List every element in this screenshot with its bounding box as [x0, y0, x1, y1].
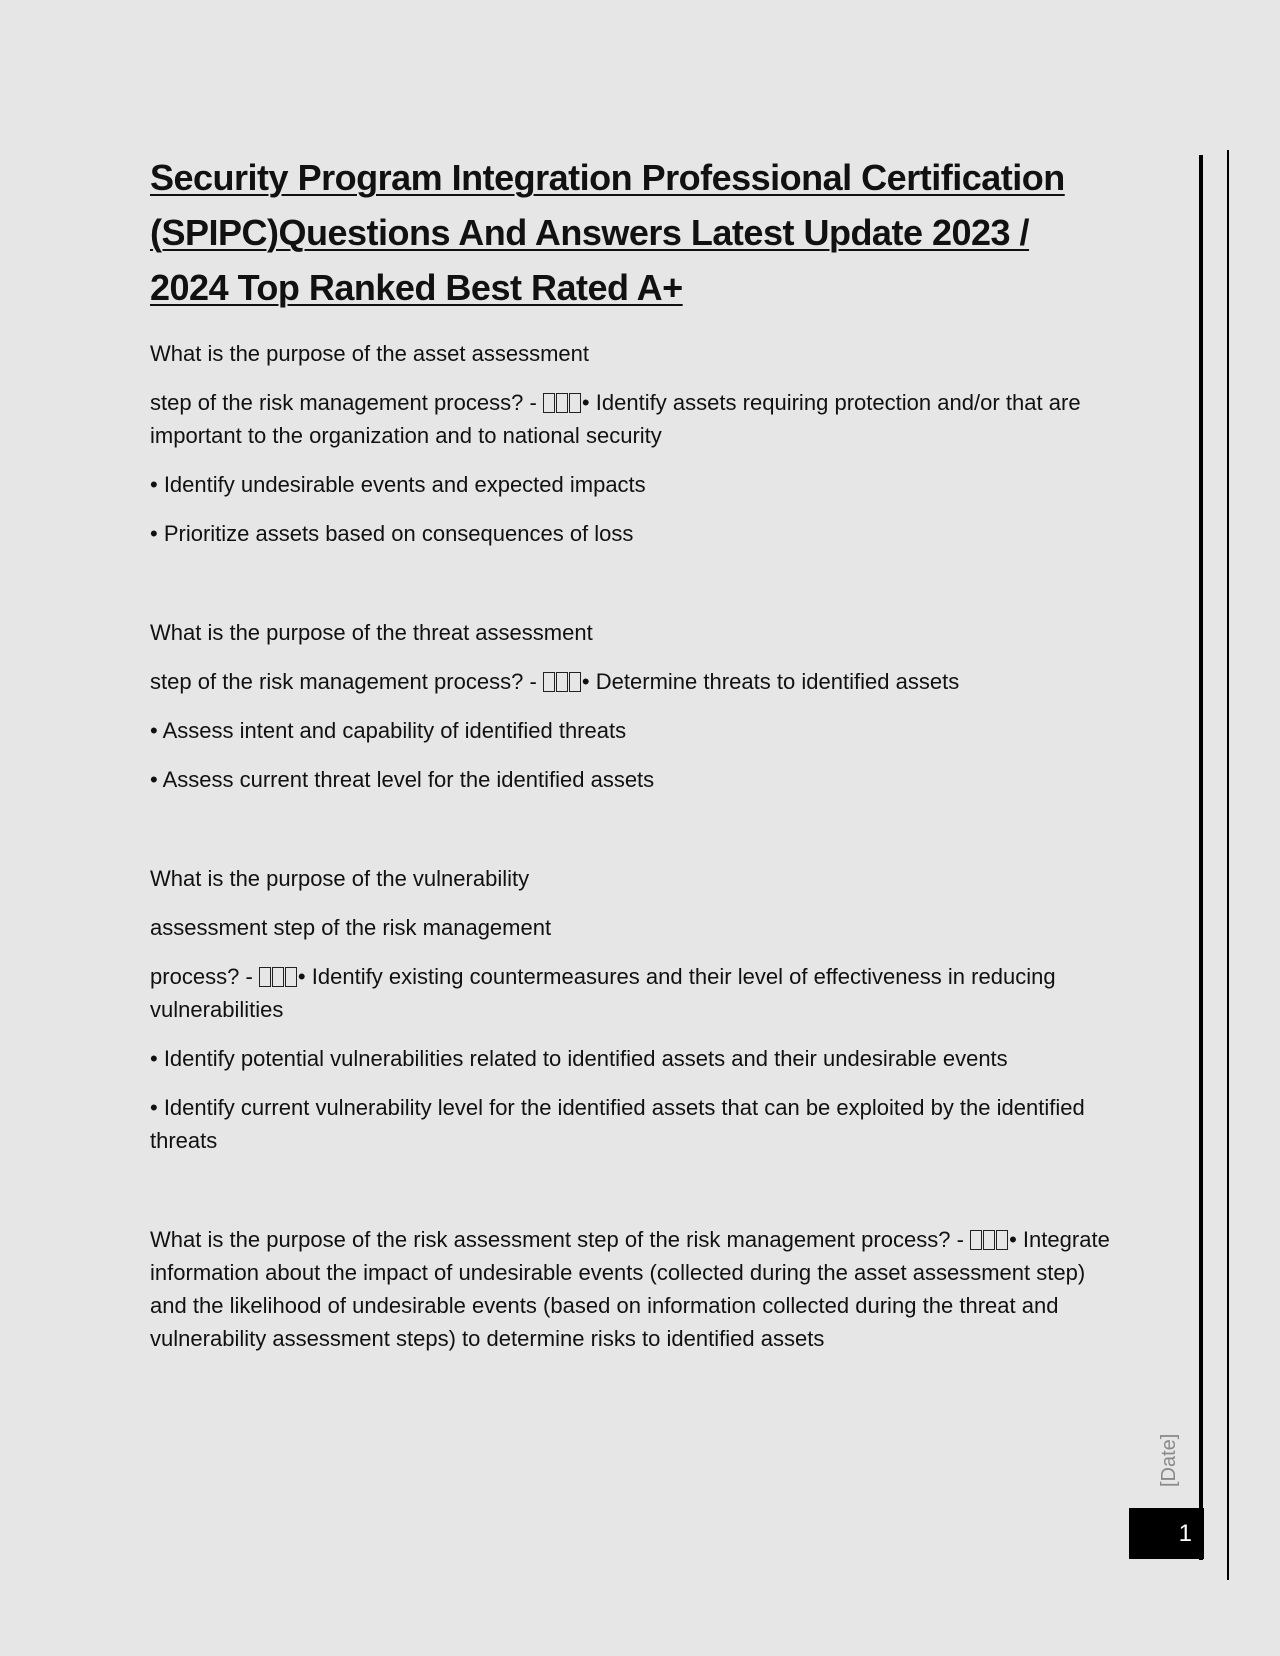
missing-glyph-icon: [543, 672, 555, 692]
title-line: Security Program Integration Professional Certification: [150, 157, 1065, 198]
section-spacer: [150, 812, 1110, 862]
missing-glyph-icon: [996, 1230, 1008, 1250]
sidebar-rule-inner: [1199, 155, 1203, 1560]
missing-glyph-icon: [259, 967, 271, 987]
answer-bullet: • Identify current vulnerability level for the identified assets that can be exploited by the identified threats: [150, 1095, 1085, 1153]
page-number: 1: [1129, 1508, 1204, 1559]
missing-glyph-icon: [970, 1230, 982, 1250]
section-spacer: [150, 1173, 1110, 1223]
answer-text: process? - • Identify existing countermeasures and their level of effectiveness in reducing vulnerabilities: [150, 964, 1056, 1022]
question-text: What is the purpose of the asset assessment: [150, 341, 590, 366]
answer-bullet: • Identify potential vulnerabilities related to identified assets and their undesirable events: [150, 1046, 1008, 1071]
sidebar-rule-outer: [1227, 150, 1229, 1580]
missing-glyph-icon: [272, 967, 284, 987]
date-placeholder: [Date]: [1158, 1433, 1180, 1487]
missing-glyph-icon: [543, 393, 555, 413]
section-spacer: [150, 566, 1110, 616]
answer-text: step of the risk management process? - • Determine threats to identified assets: [150, 669, 960, 694]
page-content: [150, 150, 1110, 1371]
answer-text: step of the risk management process? - • Identify assets requiring protection and/or that are important to the organization and to national security: [150, 390, 1081, 448]
missing-glyph-icon: [569, 393, 581, 413]
missing-glyph-icon: [569, 672, 581, 692]
answer-bullet: • Prioritize assets based on consequences of loss: [150, 521, 634, 546]
title-line: (SPIPC)Questions And Answers Latest Update 2023 /: [150, 212, 1030, 253]
qa-section-risk: [150, 1223, 1110, 1355]
qa-section-asset: [150, 337, 1110, 550]
title-line: 2024 Top Ranked Best Rated A+: [150, 267, 683, 308]
answer-bullet: • Assess intent and capability of identified threats: [150, 718, 627, 743]
missing-glyph-icon: [556, 393, 568, 413]
question-answer-text: What is the purpose of the risk assessment step of the risk management process? - • Integrate information about the impact of undesirable events (collected during the asset assessment step) and the likelihood of undesirable events (based on information collected during the threat and vulnerability assessment steps) to determine risks to identified assets: [150, 1227, 1110, 1351]
answer-bullet: • Assess current threat level for the identified assets: [150, 767, 655, 792]
question-text: assessment step of the risk management: [150, 915, 552, 940]
missing-glyph-icon: [556, 672, 568, 692]
qa-section-threat: [150, 616, 1110, 796]
question-text: What is the purpose of the threat assessment: [150, 620, 593, 645]
missing-glyph-icon: [983, 1230, 995, 1250]
document-title: [150, 150, 1110, 315]
question-text: What is the purpose of the vulnerability: [150, 866, 530, 891]
answer-bullet: • Identify undesirable events and expected impacts: [150, 472, 646, 497]
qa-section-vulnerability: [150, 862, 1110, 1157]
missing-glyph-icon: [285, 967, 297, 987]
